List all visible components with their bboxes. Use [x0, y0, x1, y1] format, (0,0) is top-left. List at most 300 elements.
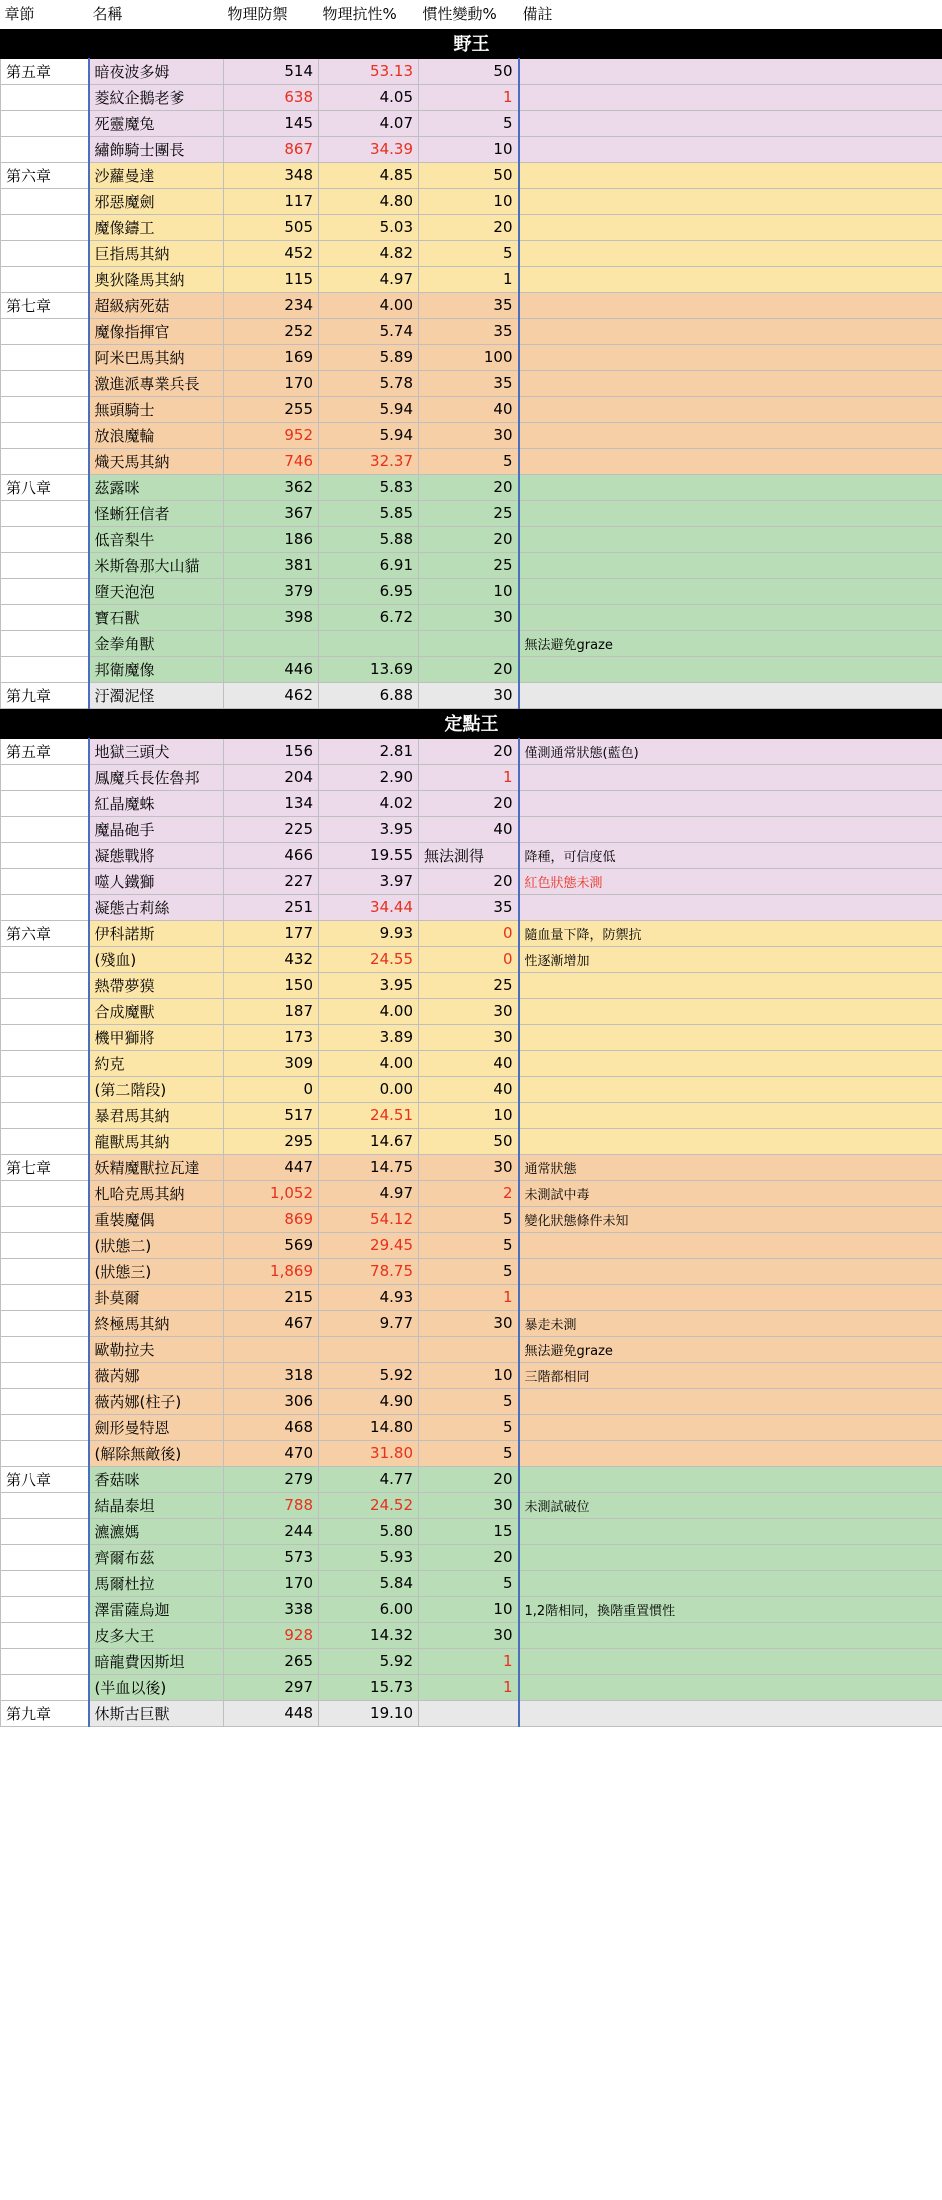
table-row	[1, 162, 942, 188]
cell-chapter	[1, 868, 89, 894]
cell-note: 隨血量下降，防禦抗	[519, 920, 942, 946]
cell-name: 米斯魯那大山貓	[89, 552, 224, 578]
cell-resistance: 19.10	[319, 1700, 419, 1726]
cell-inertia	[419, 1336, 519, 1362]
cell-inertia: 5	[419, 448, 519, 474]
cell-resistance: 4.02	[319, 790, 419, 816]
table-row	[1, 920, 942, 946]
cell-defense: 173	[224, 1024, 319, 1050]
table-row	[1, 1284, 942, 1310]
cell-inertia: 20	[419, 868, 519, 894]
cell-name: 死靈魔兔	[89, 110, 224, 136]
cell-resistance: 6.00	[319, 1596, 419, 1622]
cell-chapter	[1, 1258, 89, 1284]
cell-name: (半血以後)	[89, 1674, 224, 1700]
cell-name: 終極馬其納	[89, 1310, 224, 1336]
cell-inertia: 35	[419, 318, 519, 344]
cell-name: 香菇咪	[89, 1466, 224, 1492]
cell-name: 妖精魔獸拉瓦達	[89, 1154, 224, 1180]
cell-chapter	[1, 1076, 89, 1102]
cell-note	[519, 136, 942, 162]
header-note: 備註	[519, 0, 942, 28]
cell-name: 汙濁泥怪	[89, 682, 224, 708]
cell-chapter	[1, 894, 89, 920]
cell-note	[519, 656, 942, 682]
cell-inertia: 1	[419, 764, 519, 790]
table-row	[1, 1258, 942, 1284]
cell-note	[519, 578, 942, 604]
table-row	[1, 998, 942, 1024]
table-row	[1, 370, 942, 396]
cell-name: 凝態古莉絲	[89, 894, 224, 920]
cell-inertia: 30	[419, 1024, 519, 1050]
header-chapter: 章節	[1, 0, 89, 28]
cell-chapter	[1, 1362, 89, 1388]
cell-resistance	[319, 630, 419, 656]
cell-resistance: 19.55	[319, 842, 419, 868]
header-defense: 物理防禦	[224, 0, 319, 28]
cell-note	[519, 1284, 942, 1310]
cell-name: (第二階段)	[89, 1076, 224, 1102]
cell-defense: 170	[224, 1570, 319, 1596]
cell-defense: 251	[224, 894, 319, 920]
cell-name: 劍形曼特恩	[89, 1414, 224, 1440]
cell-resistance: 53.13	[319, 58, 419, 84]
cell-note	[519, 764, 942, 790]
cell-inertia: 20	[419, 790, 519, 816]
table-row	[1, 604, 942, 630]
cell-defense: 265	[224, 1648, 319, 1674]
table-row	[1, 816, 942, 842]
cell-note	[519, 552, 942, 578]
cell-inertia: 30	[419, 1310, 519, 1336]
cell-chapter	[1, 1648, 89, 1674]
cell-defense: 297	[224, 1674, 319, 1700]
table-row	[1, 972, 942, 998]
cell-inertia: 30	[419, 1492, 519, 1518]
cell-resistance: 4.97	[319, 1180, 419, 1206]
cell-resistance: 6.95	[319, 578, 419, 604]
cell-defense: 187	[224, 998, 319, 1024]
cell-name: 低音梨牛	[89, 526, 224, 552]
cell-defense: 446	[224, 656, 319, 682]
table-row	[1, 214, 942, 240]
cell-defense: 255	[224, 396, 319, 422]
cell-name: 伊科諾斯	[89, 920, 224, 946]
table-row	[1, 1336, 942, 1362]
cell-resistance: 4.00	[319, 292, 419, 318]
cell-resistance: 14.67	[319, 1128, 419, 1154]
cell-name: 激進派專業兵長	[89, 370, 224, 396]
cell-defense: 150	[224, 972, 319, 998]
cell-chapter	[1, 972, 89, 998]
cell-note: 紅色狀態未測	[519, 868, 942, 894]
cell-note	[519, 1648, 942, 1674]
header-row	[1, 0, 942, 28]
cell-chapter	[1, 266, 89, 292]
cell-name: 阿米巴馬其納	[89, 344, 224, 370]
cell-chapter	[1, 1518, 89, 1544]
cell-resistance: 5.92	[319, 1648, 419, 1674]
table-row	[1, 738, 942, 764]
cell-resistance: 13.69	[319, 656, 419, 682]
cell-name: 札哈克馬其納	[89, 1180, 224, 1206]
cell-chapter: 第八章	[1, 474, 89, 500]
table-row	[1, 1518, 942, 1544]
cell-defense: 569	[224, 1232, 319, 1258]
table-row	[1, 630, 942, 656]
table-row	[1, 764, 942, 790]
cell-resistance: 0.00	[319, 1076, 419, 1102]
cell-inertia: 25	[419, 972, 519, 998]
cell-resistance: 4.97	[319, 266, 419, 292]
cell-defense: 467	[224, 1310, 319, 1336]
cell-resistance: 24.51	[319, 1102, 419, 1128]
cell-note	[519, 58, 942, 84]
cell-resistance: 3.95	[319, 816, 419, 842]
cell-resistance: 5.89	[319, 344, 419, 370]
cell-name: 熾天馬其納	[89, 448, 224, 474]
cell-resistance: 6.72	[319, 604, 419, 630]
cell-inertia: 5	[419, 110, 519, 136]
cell-resistance: 6.88	[319, 682, 419, 708]
cell-name: 茲露咪	[89, 474, 224, 500]
cell-defense: 466	[224, 842, 319, 868]
cell-name: (解除無敵後)	[89, 1440, 224, 1466]
cell-chapter: 第九章	[1, 682, 89, 708]
cell-inertia: 10	[419, 1596, 519, 1622]
cell-resistance: 4.80	[319, 188, 419, 214]
cell-defense: 447	[224, 1154, 319, 1180]
cell-inertia: 5	[419, 1388, 519, 1414]
table-row	[1, 422, 942, 448]
cell-defense: 0	[224, 1076, 319, 1102]
cell-name: 繡飾騎士團長	[89, 136, 224, 162]
cell-inertia	[419, 630, 519, 656]
cell-defense: 348	[224, 162, 319, 188]
table-row	[1, 1388, 942, 1414]
cell-note	[519, 1024, 942, 1050]
cell-note: 變化狀態條件未知	[519, 1206, 942, 1232]
cell-inertia: 50	[419, 1128, 519, 1154]
cell-resistance: 4.00	[319, 1050, 419, 1076]
cell-note	[519, 396, 942, 422]
table-row	[1, 790, 942, 816]
cell-inertia: 5	[419, 1258, 519, 1284]
table-row	[1, 1180, 942, 1206]
cell-note	[519, 682, 942, 708]
cell-name: 凝態戰將	[89, 842, 224, 868]
cell-defense: 928	[224, 1622, 319, 1648]
cell-inertia: 50	[419, 162, 519, 188]
header-resistance: 物理抗性%	[319, 0, 419, 28]
cell-note	[519, 1414, 942, 1440]
cell-resistance: 4.85	[319, 162, 419, 188]
cell-inertia: 20	[419, 214, 519, 240]
cell-inertia: 10	[419, 136, 519, 162]
cell-inertia: 1	[419, 1648, 519, 1674]
cell-defense	[224, 1336, 319, 1362]
cell-note	[519, 162, 942, 188]
cell-inertia: 20	[419, 656, 519, 682]
cell-name: 巨指馬其納	[89, 240, 224, 266]
cell-name: 休斯古巨獸	[89, 1700, 224, 1726]
cell-inertia: 30	[419, 1154, 519, 1180]
cell-inertia: 5	[419, 1570, 519, 1596]
cell-note	[519, 790, 942, 816]
cell-note	[519, 1258, 942, 1284]
cell-name: 地獄三頭犬	[89, 738, 224, 764]
cell-inertia: 0	[419, 946, 519, 972]
cell-inertia: 1	[419, 1284, 519, 1310]
cell-chapter	[1, 816, 89, 842]
cell-inertia: 1	[419, 84, 519, 110]
cell-name: 魔晶砲手	[89, 816, 224, 842]
cell-defense: 306	[224, 1388, 319, 1414]
table-row	[1, 1076, 942, 1102]
cell-resistance: 14.80	[319, 1414, 419, 1440]
header-inertia: 慣性變動%	[419, 0, 519, 28]
cell-resistance: 4.90	[319, 1388, 419, 1414]
table-row	[1, 1414, 942, 1440]
cell-inertia: 20	[419, 526, 519, 552]
cell-chapter	[1, 1596, 89, 1622]
cell-defense: 234	[224, 292, 319, 318]
cell-defense: 309	[224, 1050, 319, 1076]
table-row	[1, 448, 942, 474]
cell-resistance: 24.52	[319, 1492, 419, 1518]
cell-defense: 225	[224, 816, 319, 842]
cell-name: 澤雷薩烏迦	[89, 1596, 224, 1622]
cell-resistance: 5.80	[319, 1518, 419, 1544]
cell-name: 機甲獅將	[89, 1024, 224, 1050]
cell-resistance: 4.93	[319, 1284, 419, 1310]
cell-resistance: 32.37	[319, 448, 419, 474]
cell-name: (狀態三)	[89, 1258, 224, 1284]
cell-name: 菱紋企鵝老爹	[89, 84, 224, 110]
cell-defense: 952	[224, 422, 319, 448]
cell-note	[519, 998, 942, 1024]
cell-note: 1,2階相同，換階重置慣性	[519, 1596, 942, 1622]
cell-defense	[224, 630, 319, 656]
cell-name: (狀態二)	[89, 1232, 224, 1258]
cell-inertia: 10	[419, 188, 519, 214]
cell-defense: 362	[224, 474, 319, 500]
cell-chapter	[1, 500, 89, 526]
cell-resistance	[319, 1336, 419, 1362]
cell-defense: 788	[224, 1492, 319, 1518]
cell-defense: 470	[224, 1440, 319, 1466]
cell-resistance: 5.74	[319, 318, 419, 344]
cell-note	[519, 1622, 942, 1648]
cell-name: 暗龍費因斯坦	[89, 1648, 224, 1674]
cell-note	[519, 110, 942, 136]
cell-resistance: 5.03	[319, 214, 419, 240]
cell-note	[519, 1076, 942, 1102]
cell-defense: 517	[224, 1102, 319, 1128]
cell-name: 熱帶夢獏	[89, 972, 224, 998]
table-row	[1, 266, 942, 292]
cell-resistance: 2.81	[319, 738, 419, 764]
cell-name: 紅晶魔蛛	[89, 790, 224, 816]
cell-defense: 381	[224, 552, 319, 578]
cell-chapter	[1, 1570, 89, 1596]
table-row	[1, 1492, 942, 1518]
cell-name: 奧狄隆馬其納	[89, 266, 224, 292]
table-row	[1, 318, 942, 344]
cell-chapter	[1, 370, 89, 396]
cell-note	[519, 1518, 942, 1544]
cell-inertia: 10	[419, 1102, 519, 1128]
cell-name: 墮天泡泡	[89, 578, 224, 604]
cell-name: 合成魔獸	[89, 998, 224, 1024]
cell-defense: 867	[224, 136, 319, 162]
cell-note: 通常狀態	[519, 1154, 942, 1180]
cell-inertia: 5	[419, 1414, 519, 1440]
cell-note	[519, 894, 942, 920]
cell-note	[519, 1570, 942, 1596]
cell-inertia: 20	[419, 738, 519, 764]
cell-inertia: 1	[419, 266, 519, 292]
cell-note	[519, 1388, 942, 1414]
cell-note	[519, 84, 942, 110]
table-row	[1, 1544, 942, 1570]
cell-defense: 468	[224, 1414, 319, 1440]
cell-resistance: 5.78	[319, 370, 419, 396]
cell-chapter	[1, 552, 89, 578]
cell-resistance: 5.92	[319, 1362, 419, 1388]
cell-note: 無法避免graze	[519, 1336, 942, 1362]
table-row	[1, 240, 942, 266]
cell-resistance: 3.95	[319, 972, 419, 998]
cell-note: 未測試中毒	[519, 1180, 942, 1206]
cell-resistance: 2.90	[319, 764, 419, 790]
cell-resistance: 54.12	[319, 1206, 419, 1232]
cell-resistance: 6.91	[319, 552, 419, 578]
cell-note	[519, 474, 942, 500]
cell-name: 魔像鑄工	[89, 214, 224, 240]
cell-inertia: 30	[419, 422, 519, 448]
cell-name: 怪蜥狂信者	[89, 500, 224, 526]
cell-chapter	[1, 318, 89, 344]
table-row	[1, 1154, 942, 1180]
table-row	[1, 656, 942, 682]
cell-note	[519, 1102, 942, 1128]
cell-name: 沙蘿曼達	[89, 162, 224, 188]
cell-inertia: 5	[419, 1232, 519, 1258]
table-row	[1, 84, 942, 110]
cell-defense: 177	[224, 920, 319, 946]
cell-defense: 169	[224, 344, 319, 370]
section-title-row	[1, 708, 942, 738]
cell-chapter	[1, 1206, 89, 1232]
cell-inertia: 1	[419, 1674, 519, 1700]
cell-resistance: 5.85	[319, 500, 419, 526]
cell-defense: 244	[224, 1518, 319, 1544]
cell-resistance: 5.83	[319, 474, 419, 500]
table-row	[1, 946, 942, 972]
cell-inertia: 5	[419, 240, 519, 266]
table-row	[1, 500, 942, 526]
cell-defense: 505	[224, 214, 319, 240]
table-row	[1, 1206, 942, 1232]
table-row	[1, 1128, 942, 1154]
cell-inertia: 40	[419, 1050, 519, 1076]
table-row	[1, 1674, 942, 1700]
cell-inertia: 20	[419, 1466, 519, 1492]
cell-chapter	[1, 396, 89, 422]
cell-chapter: 第六章	[1, 920, 89, 946]
cell-defense: 204	[224, 764, 319, 790]
cell-note: 未測試破位	[519, 1492, 942, 1518]
cell-chapter	[1, 1102, 89, 1128]
section-title: 定點王	[1, 708, 942, 738]
cell-defense: 638	[224, 84, 319, 110]
cell-defense: 115	[224, 266, 319, 292]
cell-note	[519, 448, 942, 474]
cell-inertia: 35	[419, 370, 519, 396]
cell-chapter: 第七章	[1, 292, 89, 318]
cell-inertia: 35	[419, 292, 519, 318]
cell-note	[519, 214, 942, 240]
cell-defense: 432	[224, 946, 319, 972]
cell-note	[519, 1544, 942, 1570]
cell-chapter	[1, 1336, 89, 1362]
cell-inertia: 15	[419, 1518, 519, 1544]
cell-chapter	[1, 214, 89, 240]
cell-resistance: 5.84	[319, 1570, 419, 1596]
cell-defense: 1,869	[224, 1258, 319, 1284]
cell-name: 寶石獸	[89, 604, 224, 630]
cell-note	[519, 972, 942, 998]
cell-resistance: 4.77	[319, 1466, 419, 1492]
cell-inertia: 25	[419, 552, 519, 578]
table-row	[1, 526, 942, 552]
cell-note	[519, 292, 942, 318]
cell-chapter: 第六章	[1, 162, 89, 188]
cell-inertia: 40	[419, 396, 519, 422]
cell-chapter	[1, 790, 89, 816]
cell-note: 性逐漸增加	[519, 946, 942, 972]
cell-defense: 145	[224, 110, 319, 136]
table-row	[1, 1622, 942, 1648]
cell-chapter	[1, 1414, 89, 1440]
cell-chapter: 第八章	[1, 1466, 89, 1492]
cell-resistance: 5.93	[319, 1544, 419, 1570]
cell-name: 暗夜波多姆	[89, 58, 224, 84]
cell-chapter	[1, 1622, 89, 1648]
cell-name: 金拳角獸	[89, 630, 224, 656]
cell-inertia: 40	[419, 816, 519, 842]
cell-chapter	[1, 422, 89, 448]
cell-resistance: 14.75	[319, 1154, 419, 1180]
cell-inertia: 40	[419, 1076, 519, 1102]
cell-inertia: 0	[419, 920, 519, 946]
cell-inertia: 30	[419, 1622, 519, 1648]
cell-note: 降種，可信度低	[519, 842, 942, 868]
cell-defense: 134	[224, 790, 319, 816]
cell-inertia	[419, 1700, 519, 1726]
cell-resistance: 5.94	[319, 422, 419, 448]
cell-resistance: 14.32	[319, 1622, 419, 1648]
cell-defense: 338	[224, 1596, 319, 1622]
cell-chapter: 第七章	[1, 1154, 89, 1180]
cell-note	[519, 526, 942, 552]
cell-name: 超級病死菇	[89, 292, 224, 318]
cell-chapter: 第五章	[1, 58, 89, 84]
table-row	[1, 842, 942, 868]
cell-inertia: 25	[419, 500, 519, 526]
